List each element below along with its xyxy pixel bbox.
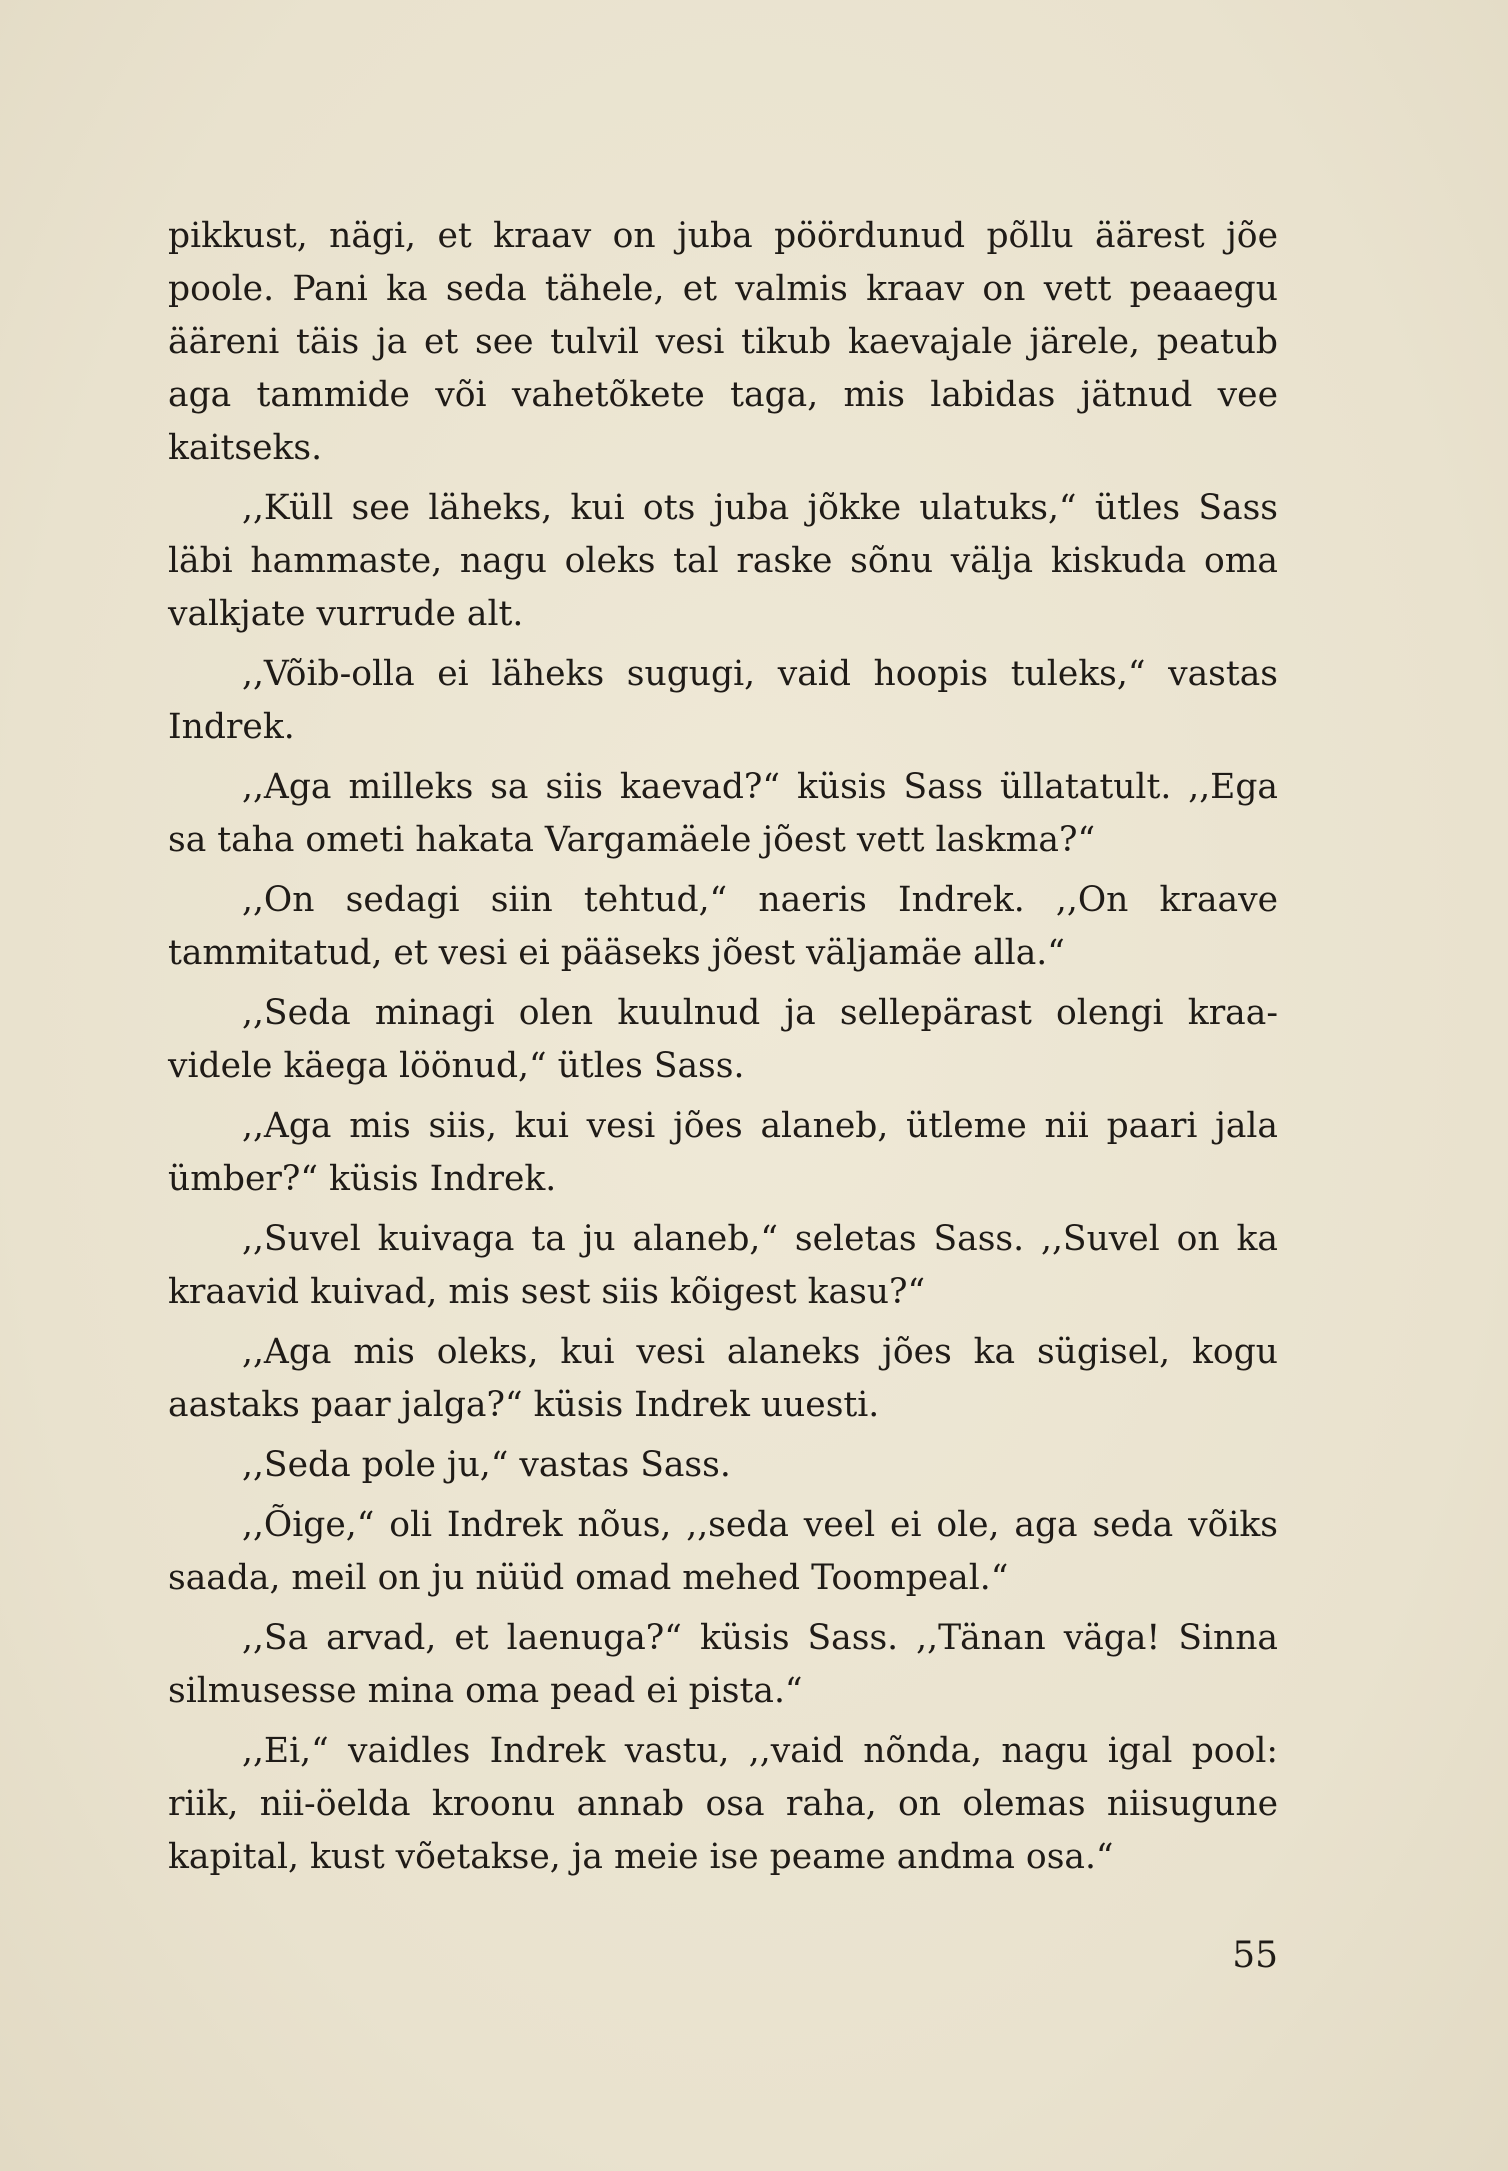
paragraph-8: ,,Suvel kuivaga ta ju alaneb,“ seletas Sass. ,,Suvel on ka kraavid kuivad, mis sest siis kõigest kasu?“ [168, 1219, 1278, 1312]
paragraph-7: ,,Aga mis siis, kui vesi jões alaneb, ütleme nii paari jala ümber?“ küsis Indrek. [168, 1106, 1278, 1199]
paragraph-6: ,,Seda minagi olen kuulnud ja sellepärast olengi kraavidele käega löönud,“ ütles Sass. [168, 993, 1278, 1086]
paragraph-2: ,,Küll see läheks, kui ots juba jõkke ulatuks,“ ütles Sass läbi hammaste, nagu oleks tal raske sõnu välja kiskuda oma valkjate vurrude alt. [168, 488, 1278, 634]
body-text [168, 210, 1278, 1891]
paragraph-4: ,,Aga milleks sa siis kaevad?“ küsis Sass üllatatult. ,,Ega sa taha ometi hakata Vargamäele jõest vett laskma?“ [168, 767, 1278, 860]
paragraph-12: ,,Sa arvad, et laenuga?“ küsis Sass. ,,Tänan väga! Sinna silmusesse mina oma pead ei pista.“ [168, 1618, 1278, 1711]
paragraph-3: ,,Võib-olla ei läheks sugugi, vaid hoopis tuleks,“ vastas Indrek. [168, 654, 1278, 747]
paragraph-5: ,,On sedagi siin tehtud,“ naeris Indrek. ,,On kraave tammitatud, et vesi ei pääseks jõest väljamäe alla.“ [168, 880, 1278, 973]
paragraph-9: ,,Aga mis oleks, kui vesi alaneks jões ka sügisel, kogu aastaks paar jalga?“ küsis Indrek uuesti. [168, 1332, 1278, 1425]
paragraph-13: ,,Ei,“ vaidles Indrek vastu, ,,vaid nõnda, nagu igal pool: riik, nii-öelda kroonu annab osa raha, on olemas niisugune kapital, kust võetakse, ja meie ise peame andma osa.“ [168, 1731, 1278, 1877]
paragraph-11: ,,Õige,“ oli Indrek nõus, ,,seda veel ei ole, aga seda võiks saada, meil on ju nüüd omad mehed Toompeal.“ [168, 1505, 1278, 1598]
paragraph-1: pikkust, nägi, et kraav on juba pöördunud põllu äärest jõe poole. Pani ka seda tähele, et valmis kraav on vett peaaegu ääreni täis ja et see tulvil vesi tikub kaevajale järele, peatub aga tammide või vahetõkete taga, mis labidas jätnud vee kaitseks. [168, 216, 1278, 468]
page-number: 55 [1232, 1935, 1278, 1976]
paragraph-10: ,,Seda pole ju,“ vastas Sass. [242, 1445, 731, 1485]
